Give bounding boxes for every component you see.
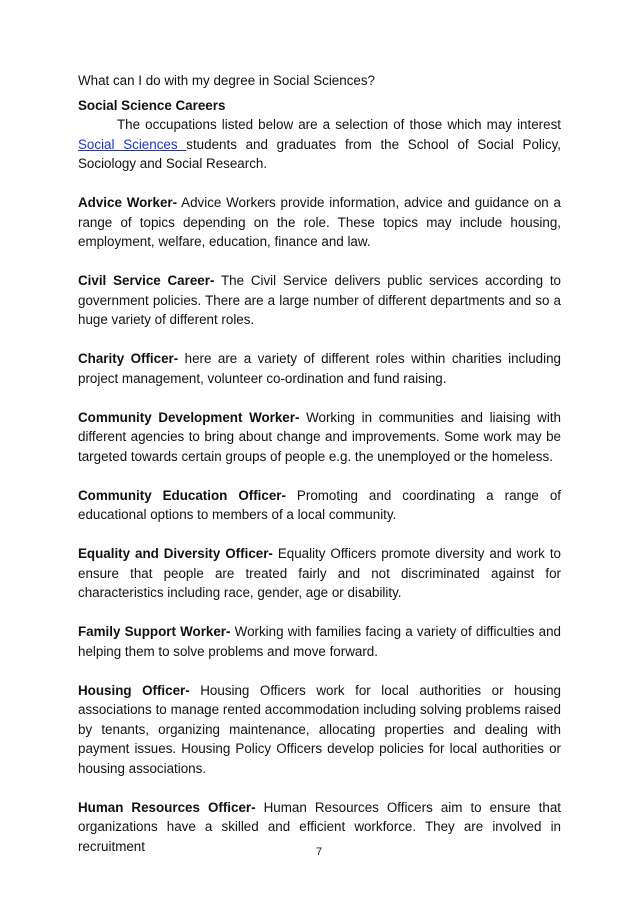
career-title: Human Resources Officer- bbox=[78, 799, 256, 815]
career-description: The Civil Service delivers public services according to government policies. There are a large number of different departments and so a huge variety of different roles. bbox=[78, 273, 561, 327]
career-entry-charity-officer bbox=[78, 349, 561, 388]
career-title: Civil Service Career- bbox=[78, 273, 215, 288]
career-description: Promoting and coordinating a range of educational options to members of a local community. bbox=[78, 487, 561, 522]
section-heading: Social Science Careers bbox=[78, 97, 226, 113]
career-entry-housing-officer bbox=[78, 681, 561, 779]
career-entry-community-development-worker bbox=[78, 408, 561, 467]
career-description: Human Resources Officers aim to ensure that organizations have a skilled and efficient workforce. They are involved in recruitment bbox=[78, 799, 561, 854]
career-description: Housing Officers work for local authorities or housing associations to manage rented accommodation including solving problems raised by tenants, organizing maintenance, allocating properties and dealing with payment issues. Housing Policy Officers develop policies for local authorities or housing associations. bbox=[78, 682, 562, 776]
document-body bbox=[78, 71, 561, 856]
career-title: Equality and Diversity Officer- bbox=[78, 546, 273, 561]
career-title: Community Development Worker- bbox=[78, 409, 300, 425]
career-title: Housing Officer- bbox=[78, 682, 190, 698]
career-title: Family Support Worker- bbox=[78, 624, 231, 639]
intro-text-after: students and graduates from the School of Social Policy, Sociology and Social Research. bbox=[78, 136, 561, 171]
page-number: 7 bbox=[315, 846, 323, 858]
career-entry-community-education-officer bbox=[78, 486, 561, 525]
intro-paragraph bbox=[78, 115, 561, 174]
career-entry-civil-service bbox=[78, 271, 561, 330]
career-description: here are a variety of different roles within charities including project management, volunteer co-ordination and fund raising. bbox=[78, 351, 561, 386]
career-description: Equality Officers promote diversity and work to ensure that people are treated fairly and not discriminated against for characteristics including race, gender, age or disability. bbox=[78, 546, 561, 600]
career-description: Working with families facing a variety of difficulties and helping them to solve problems and move forward. bbox=[78, 624, 561, 659]
career-entry-family-support-worker bbox=[78, 622, 561, 661]
career-title: Charity Officer- bbox=[78, 351, 179, 366]
career-entry-equality-diversity-officer bbox=[78, 544, 561, 603]
intro-text-before: The occupations listed below are a selection of those which may interest bbox=[117, 117, 561, 132]
career-title: Community Education Officer- bbox=[78, 487, 286, 503]
career-entry-advice-worker bbox=[78, 193, 561, 252]
career-description: Working in communities and liaising with different agencies to bring about change and improvements. Some work may be targeted towards certain groups of people e.g. the unemployed or the homeless. bbox=[78, 409, 561, 464]
career-title: Advice Worker- bbox=[78, 195, 178, 210]
social-sciences-link[interactable]: Social Sciences bbox=[78, 136, 187, 152]
career-description: Advice Workers provide information, advice and guidance on a range of topics depending on the role. These topics may include housing, employment, welfare, education, finance and law. bbox=[78, 195, 561, 249]
page-question: What can I do with my degree in Social Sciences? bbox=[78, 73, 375, 88]
